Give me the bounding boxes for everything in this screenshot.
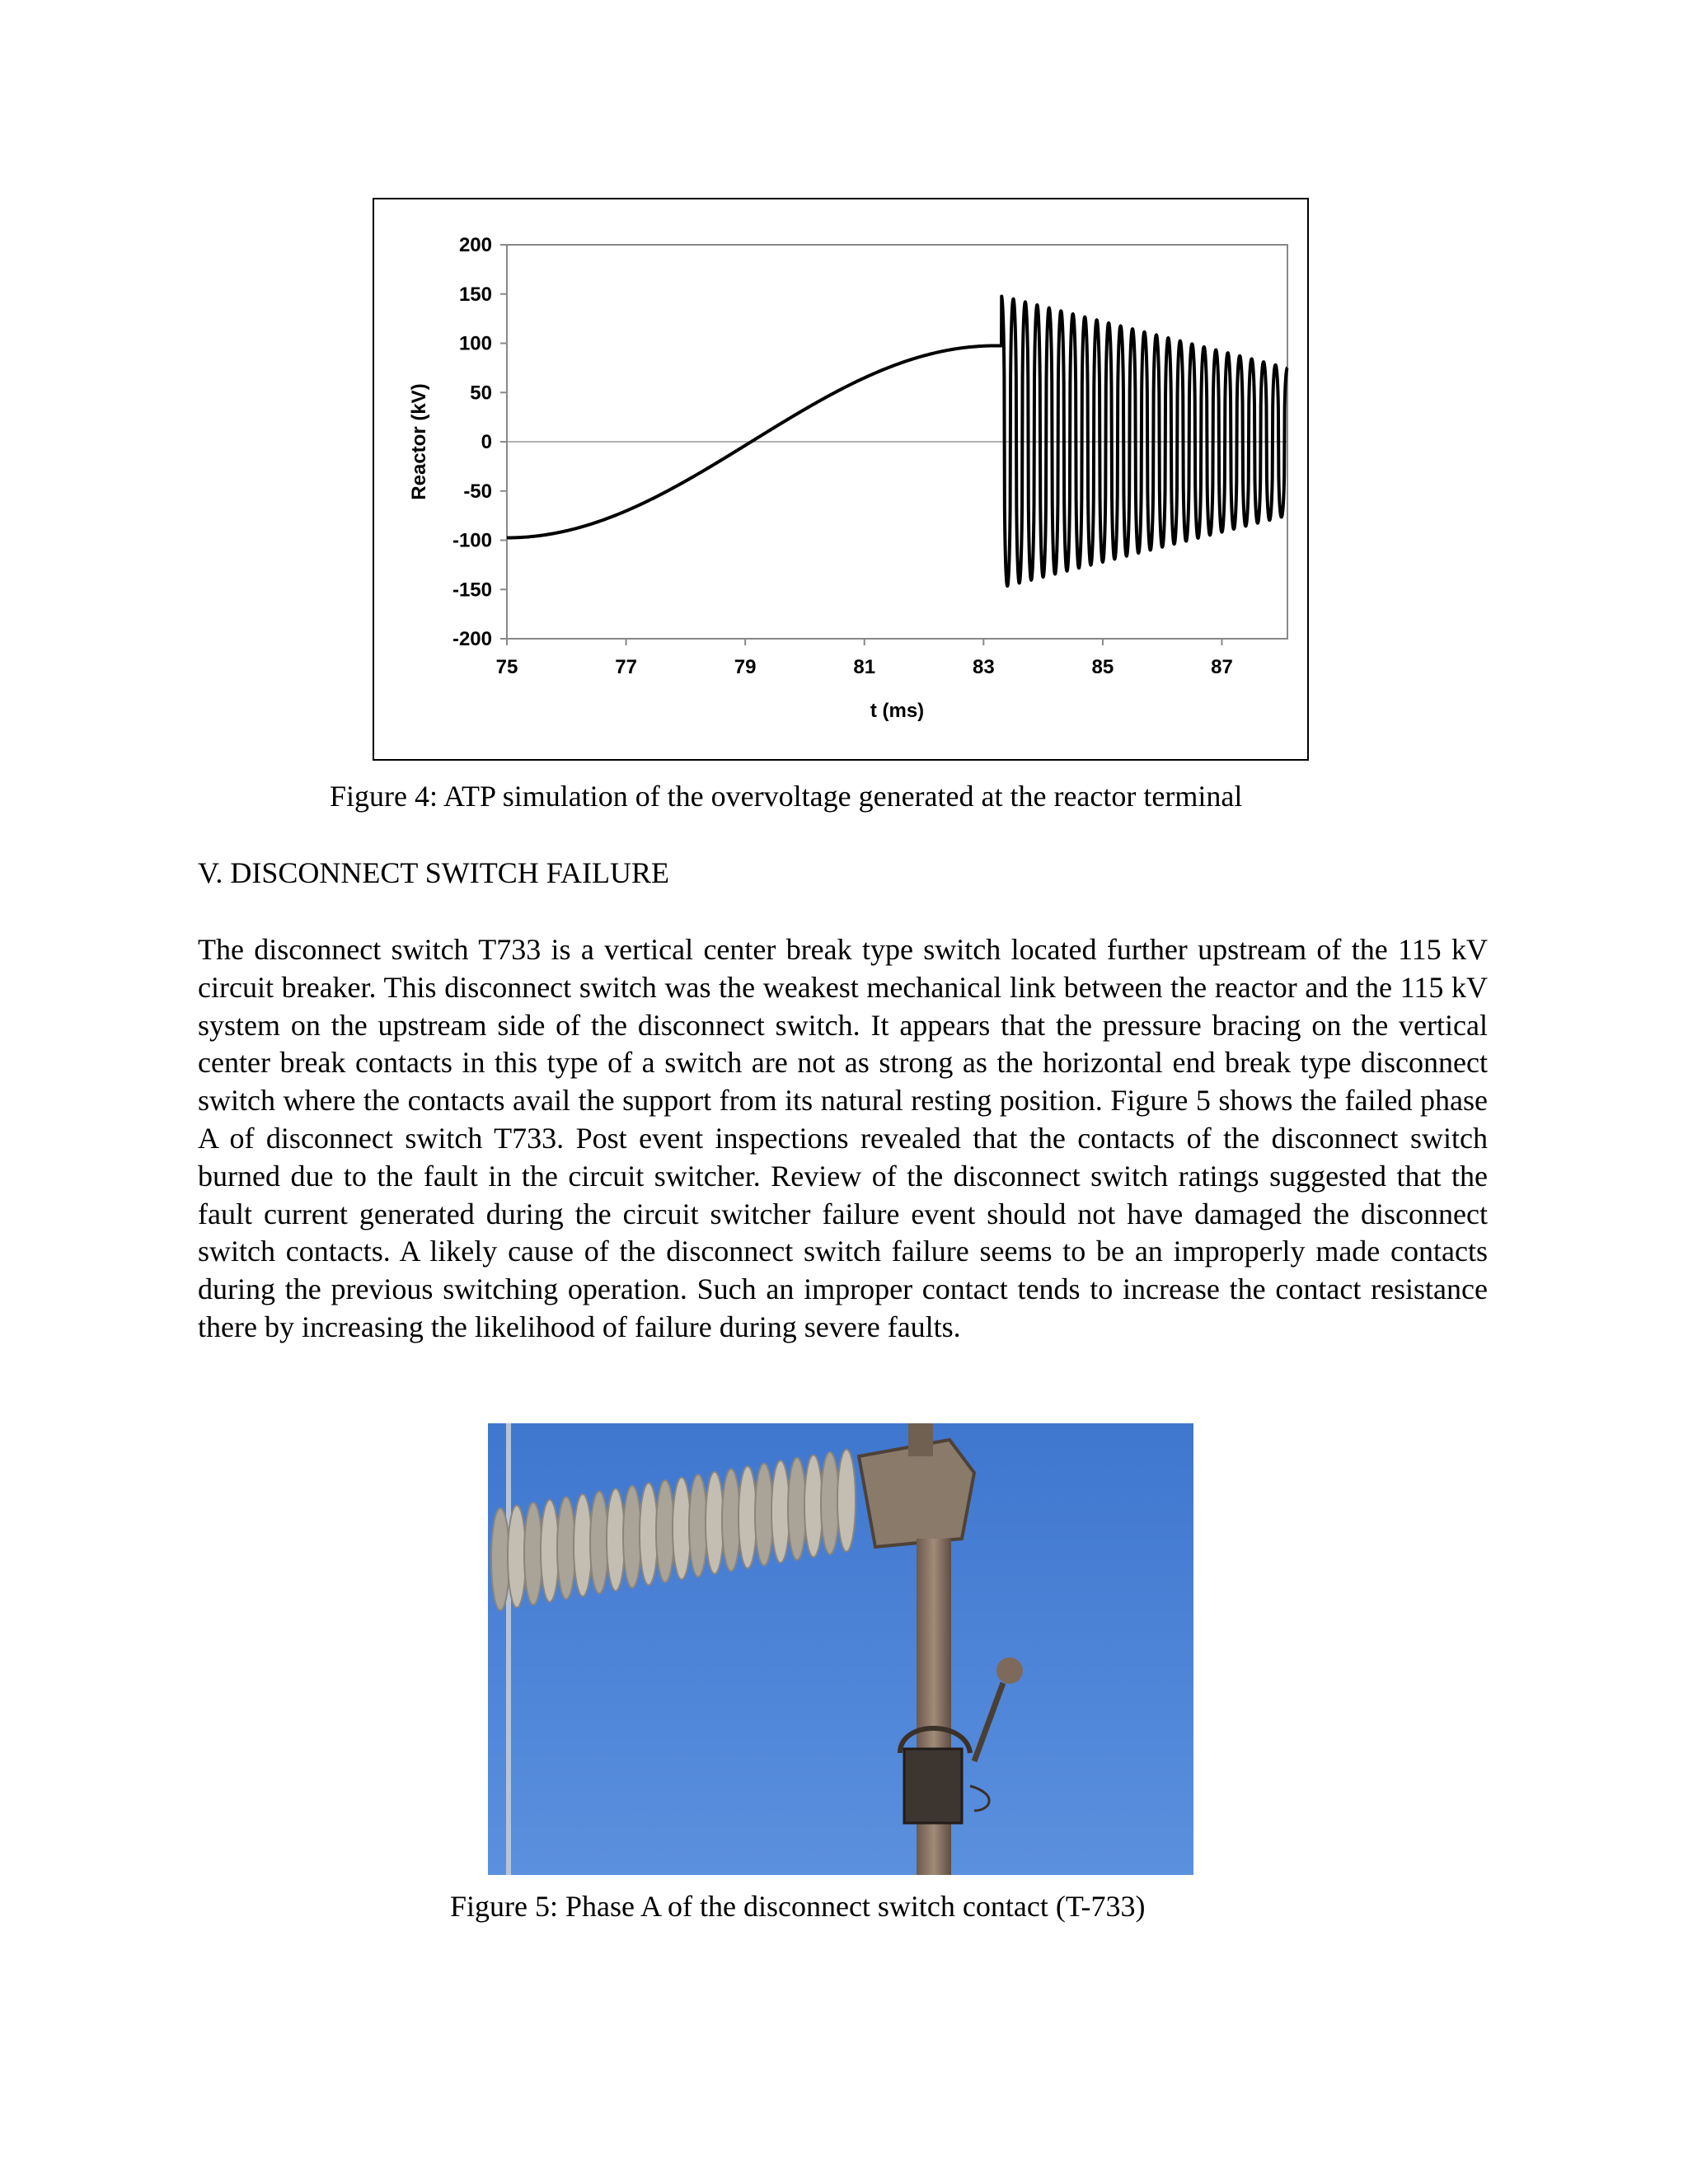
y-tick-label: -150: [452, 579, 492, 602]
x-tick-label: 79: [734, 656, 757, 678]
x-axis-label: t (ms): [870, 700, 925, 722]
y-axis-label: Reactor (kV): [408, 383, 430, 500]
y-tick-label: 100: [458, 332, 492, 355]
figure5-photo: [488, 1423, 1193, 1875]
figure5-caption: Figure 5: Phase A of the disconnect switch contact (T-733): [450, 1890, 1146, 1923]
section-paragraph: The disconnect switch T733 is a vertical center break type switch located further upstream of the 115 kV circuit breaker. This disconnect switch was the weakest mechanical link between the reactor and the 115 kV system on the upstream side of the disconnect switch. It appears that the pressure bracing on the vertical center break contacts in this type of a switch are not as strong as the horizontal end break type disconnect switch where the contacts avail the support from its natural resting position. Figure 5 shows the failed phase A of disconnect switch T733. Post event inspections revealed that the contacts of the disconnect switch burned due to the fault in the circuit switcher. Review of the disconnect switch ratings suggested that the fault current generated during the circuit switcher failure event should not have damaged the disconnect switch contacts. A likely cause of the disconnect switch failure seems to be an improperly made contacts during the previous switching operation. Such an improper contact tends to increase the contact resistance there by increasing the likelihood of failure during severe faults.: [198, 933, 1488, 1343]
y-tick-label: -100: [452, 529, 492, 552]
y-tick-label: 200: [458, 234, 492, 256]
y-tick-label: 150: [458, 283, 492, 306]
y-tick-label: 50: [470, 382, 492, 405]
y-tick-label: -200: [452, 628, 492, 650]
x-tick-label: 75: [495, 656, 518, 678]
figure4-chart-svg: [374, 199, 1311, 762]
figure4-chart: [373, 198, 1309, 761]
x-tick-label: 77: [615, 656, 637, 678]
x-tick-label: 81: [853, 656, 876, 678]
figure4-caption: Figure 4: ATP simulation of the overvoltage generated at the reactor terminal: [330, 780, 1243, 813]
y-tick-label: 0: [481, 431, 492, 453]
x-tick-label: 83: [972, 656, 995, 678]
x-tick-label: 87: [1211, 656, 1233, 678]
section-heading: V. DISCONNECT SWITCH FAILURE: [198, 856, 670, 889]
x-tick-label: 85: [1091, 656, 1114, 678]
disconnect-switch-photo: [488, 1423, 1193, 1875]
y-tick-label: -50: [463, 480, 492, 503]
